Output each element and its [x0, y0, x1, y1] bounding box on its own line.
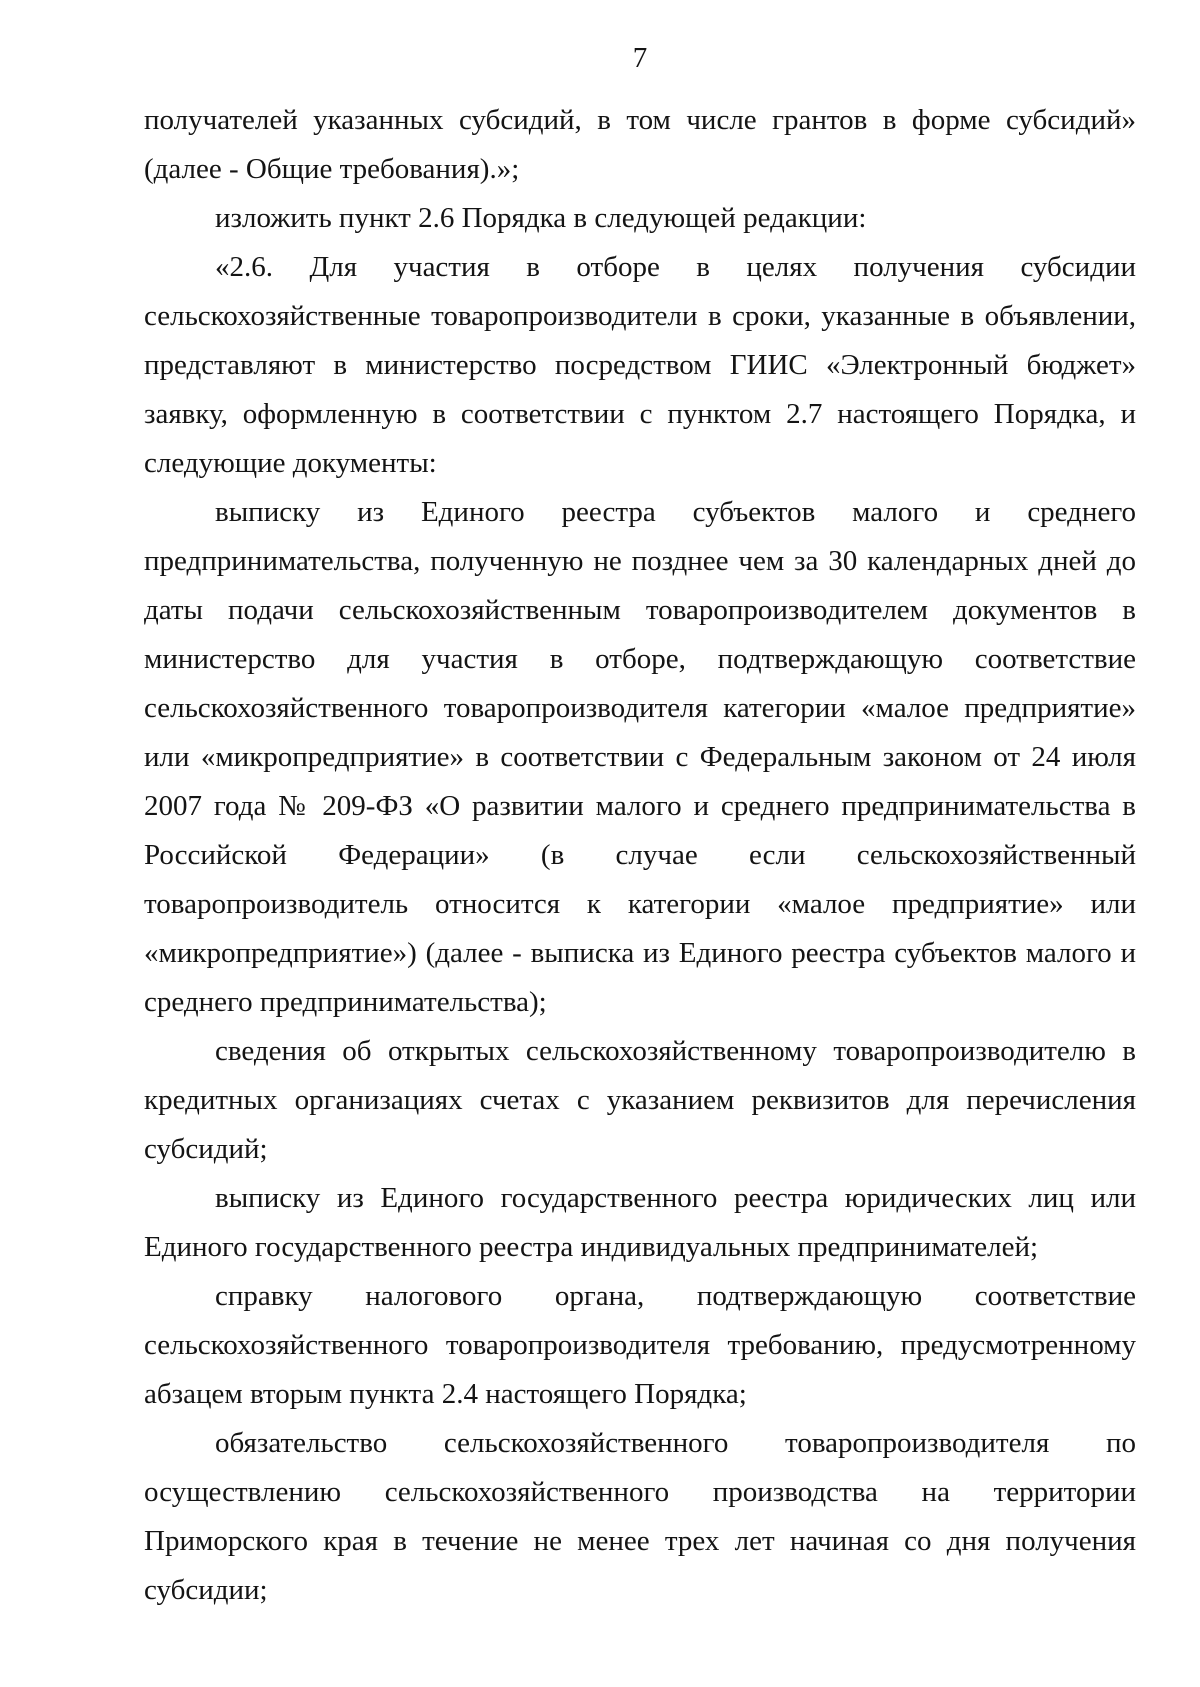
- document-body: [144, 96, 1136, 1615]
- paragraph-sme-registry-extract: выписку из Единого реестра субъектов малого и среднего предпринимательства, полученную не позднее чем за 30 календарных дней до даты подачи сельскохозяйственным товаропроизводителем документов в министерство для участия в отборе, подтверждающую соответствие сельскохозяйственного товаропроизводителя категории «малое предприятие» или «микропредприятие» в соответствии с Федеральным законом от 24 июля 2007 года № 209-ФЗ «О развитии малого и среднего предпринимательства в Российской Федерации» (в случае если сельскохозяйственный товаропроизводитель относится к категории «малое предприятие» или «микропредприятие») (далее - выписка из Единого реестра субъектов малого и среднего предпринимательства);: [144, 496, 1136, 1018]
- paragraph-instruction: изложить пункт 2.6 Порядка в следующей редакции:: [215, 202, 867, 234]
- paragraph-bank-accounts: сведения об открытых сельскохозяйственному товаропроизводителю в кредитных организациях счетах с указанием реквизитов для перечисления субсидий;: [144, 1035, 1136, 1165]
- paragraph-tax-certificate: справку налогового органа, подтверждающую соответствие сельскохозяйственного товаропроизводителя требованию, предусмотренному абзацем вторым пункта 2.4 настоящего Порядка;: [144, 1280, 1136, 1410]
- paragraph-obligation: обязательство сельскохозяйственного товаропроизводителя по осуществлению сельскохозяйственного производства на территории Приморского края в течение не менее трех лет начиная со дня получения субсидии;: [144, 1427, 1136, 1606]
- paragraph-state-registry-extract: выписку из Единого государственного реестра юридических лиц или Единого государственного реестра индивидуальных предпринимателей;: [144, 1182, 1136, 1263]
- paragraph-clause-2-6: «2.6. Для участия в отборе в целях получения субсидии сельскохозяйственные товаропроизводители в сроки, указанные в объявлении, представляют в министерство посредством ГИИС «Электронный бюджет» заявку, оформленную в соответствии с пунктом 2.7 настоящего Порядка, и следующие документы:: [144, 251, 1136, 479]
- paragraph-continuation: получателей указанных субсидий, в том числе грантов в форме субсидий» (далее - Общие требования).»;: [144, 104, 1136, 185]
- page-number: 7: [632, 42, 648, 74]
